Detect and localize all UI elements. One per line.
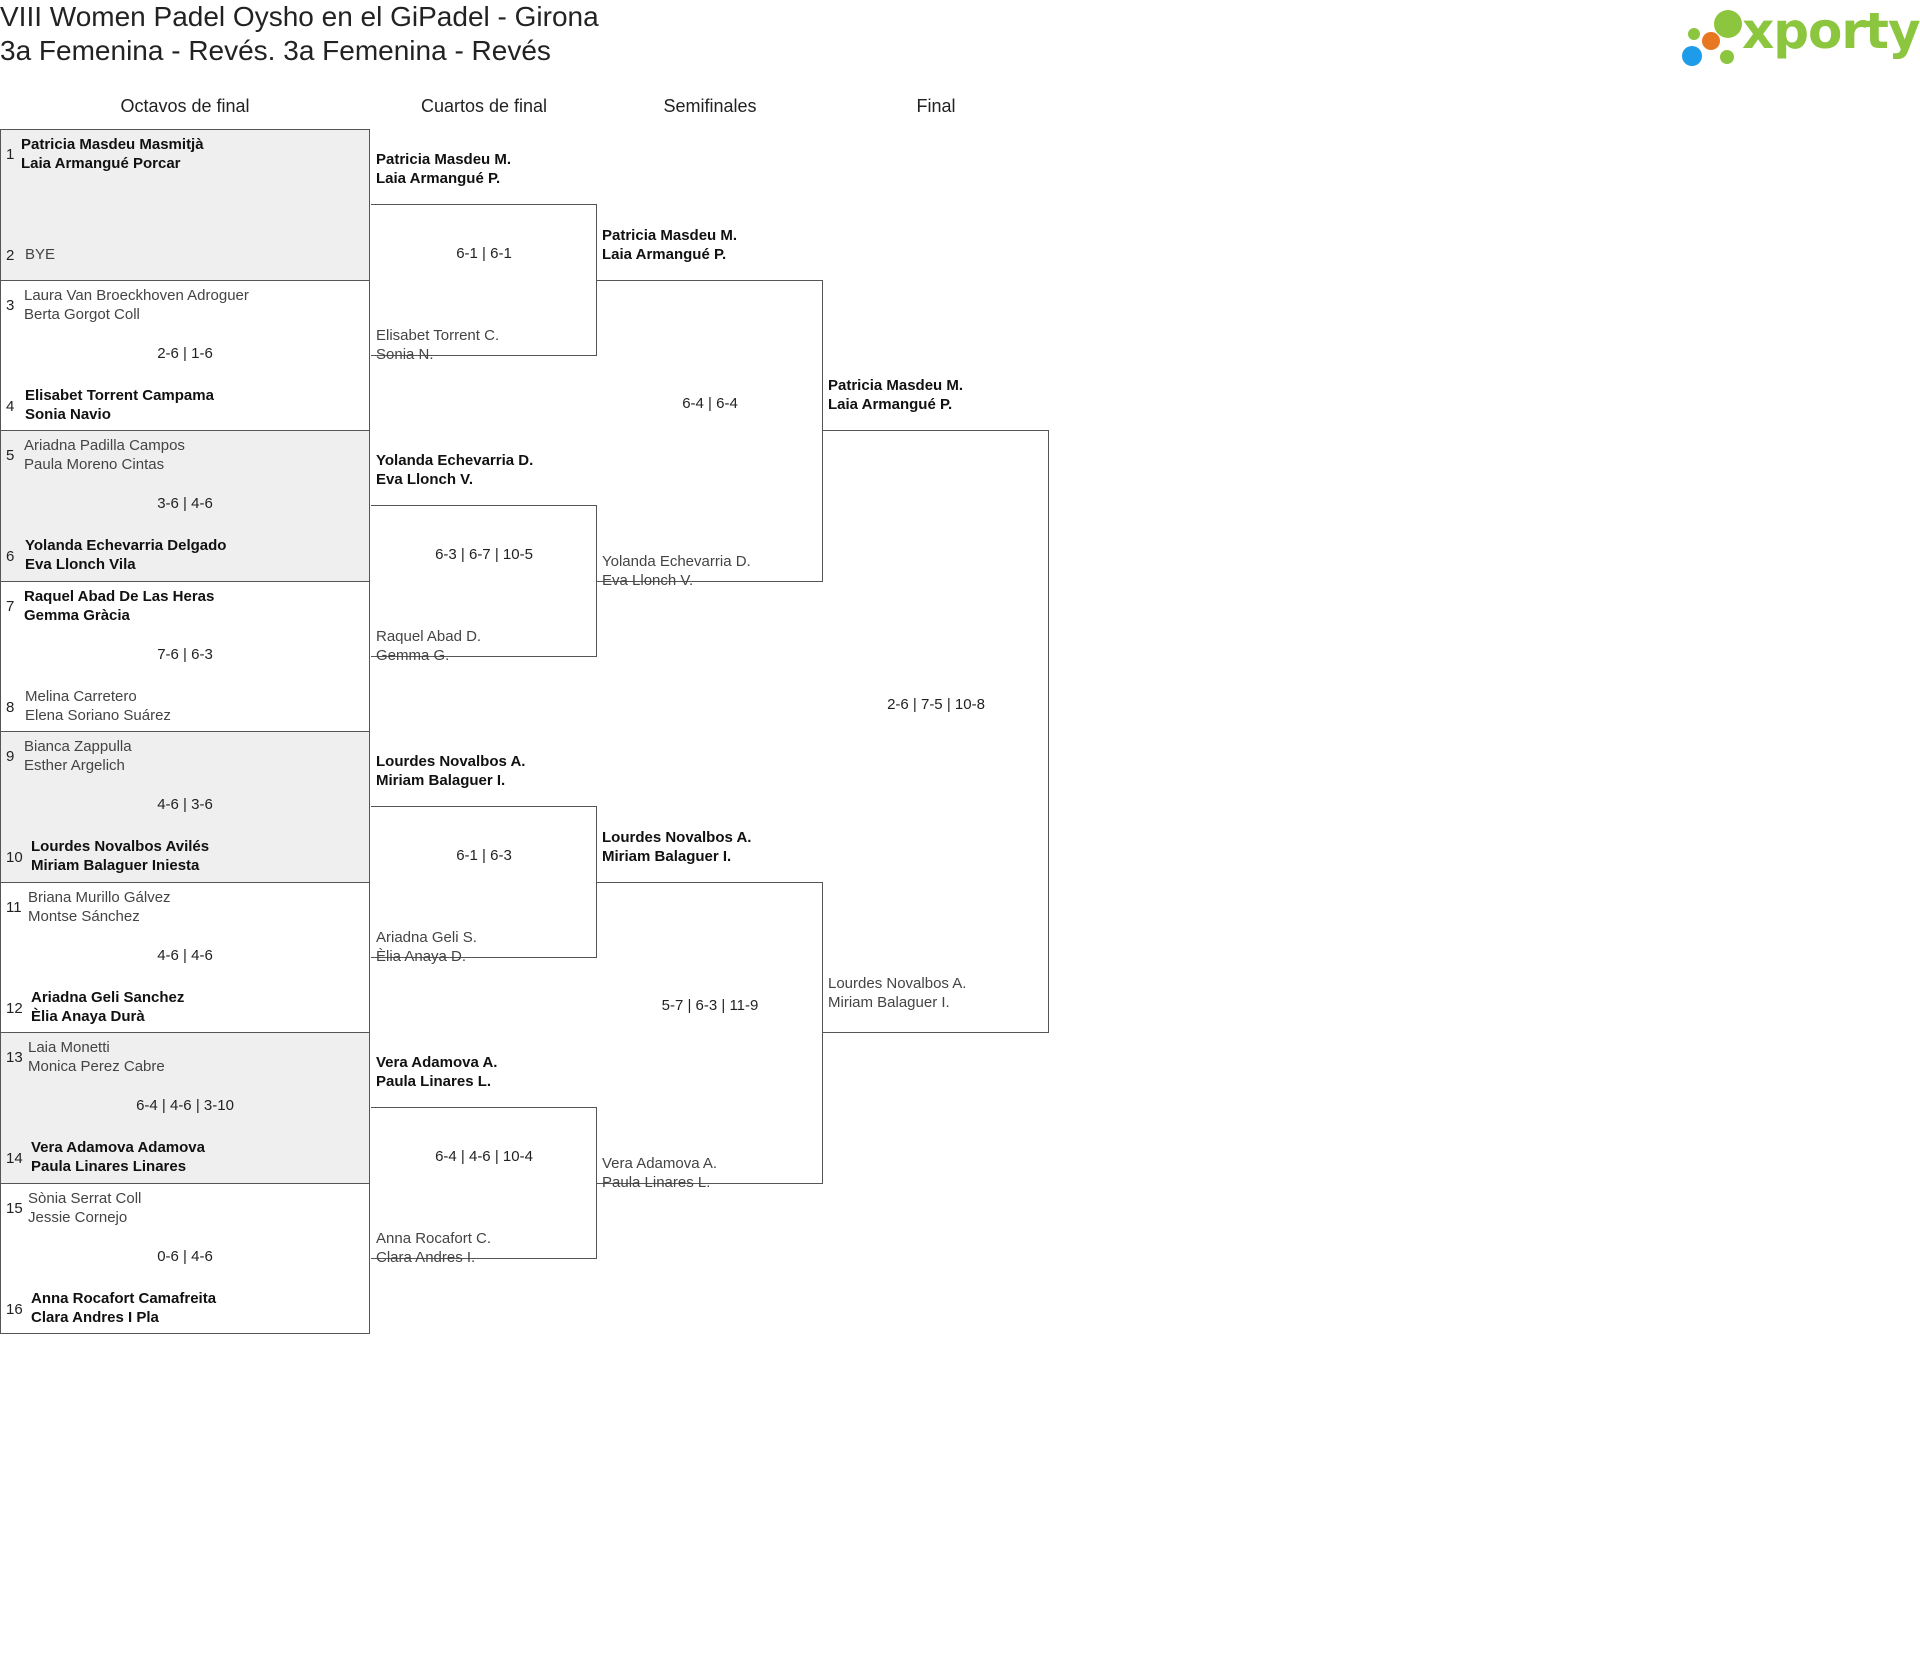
- semis-team-a-player-1: Lourdes Novalbos A.: [602, 828, 752, 846]
- team-a-player-2: Montse Sánchez: [28, 907, 140, 925]
- seed-number: 3: [6, 296, 15, 314]
- team-a-player-2: Monica Perez Cabre: [28, 1058, 165, 1075]
- cuartos-score: 6-4 | 4-6 | 10-4: [435, 1147, 533, 1165]
- team-a-player-1: Briana Murillo Gálvez: [28, 888, 171, 906]
- team-b-player-2: Sonia Navio: [25, 405, 111, 423]
- cuartos-team-a-player-1: Lourdes Novalbos A.: [376, 753, 526, 771]
- semis-team-b-player-1: Yolanda Echevarria D.: [602, 552, 751, 570]
- semis-team-a-player-2: Laia Armangué P.: [602, 245, 727, 263]
- team-a-player-1: Patricia Masdeu Masmitjà: [21, 136, 204, 153]
- semis-score: 5-7 | 6-3 | 11-9: [661, 997, 759, 1014]
- seed-number: 6: [6, 548, 15, 565]
- team-b-player-1: BYE: [25, 246, 56, 263]
- cuartos-score: 6-1 | 6-3: [456, 846, 512, 864]
- team-a-player-1: Ariadna Padilla Campos: [24, 437, 185, 454]
- cuartos-team-a-player-2: Paula Linares L.: [376, 1073, 492, 1091]
- match-score: 3-6 | 4-6: [157, 495, 213, 512]
- team-b-player-1: Yolanda Echevarria Delgado: [25, 537, 227, 554]
- seed-number: 5: [6, 447, 15, 464]
- cuartos-team-b-player-2: Sonia N.: [376, 345, 434, 363]
- seed-number: 1: [6, 146, 15, 163]
- team-b-player-2: Èlia Anaya Durà: [31, 1007, 145, 1025]
- logo-dot-green-small: [1688, 28, 1700, 40]
- team-b-player-2: Miriam Balaguer Iniesta: [31, 857, 200, 874]
- semis-connector: [597, 280, 823, 582]
- seed-number: 12: [6, 999, 23, 1017]
- team-a-player-2: Paula Moreno Cintas: [24, 456, 165, 473]
- team-a-player-2: Berta Gorgot Coll: [24, 305, 140, 323]
- semis-connector: [597, 882, 823, 1184]
- cuartos-score: 6-3 | 6-7 | 10-5: [435, 545, 533, 563]
- cuartos-team-a-player-1: Patricia Masdeu M.: [376, 151, 512, 169]
- team-a-player-1: Laura Van Broeckhoven Adroguer: [24, 286, 249, 304]
- cuartos-score: 6-1 | 6-1: [456, 244, 512, 262]
- seed-number: 13: [6, 1049, 23, 1066]
- cuartos-team-b-player-2: Clara Andres I.: [376, 1248, 476, 1266]
- cuartos-team-a-player-2: Laia Armangué P.: [376, 170, 501, 188]
- team-a-player-1: Sònia Serrat Coll: [28, 1189, 142, 1207]
- match-score: 2-6 | 1-6: [157, 344, 213, 362]
- xporty-logo: [1680, 2, 1920, 68]
- team-b-player-1: Elisabet Torrent Campama: [25, 386, 214, 404]
- team-b-player-2: Eva Llonch Vila: [25, 556, 136, 573]
- cuartos-team-a-player-2: Eva Llonch V.: [376, 471, 473, 489]
- cuartos-team-b-player-1: Ariadna Geli S.: [376, 928, 477, 946]
- team-b-player-2: Clara Andres I Pla: [31, 1308, 159, 1326]
- seed-number: 14: [6, 1150, 23, 1167]
- seed-number: 9: [6, 748, 15, 765]
- logo-dot-green-tiny: [1720, 50, 1734, 64]
- team-a-player-1: Raquel Abad De Las Heras: [24, 587, 215, 605]
- team-a-player-1: Laia Monetti: [28, 1039, 110, 1056]
- match-score: 0-6 | 4-6: [157, 1247, 213, 1265]
- final-team-a-player-1: Patricia Masdeu M.: [828, 377, 964, 394]
- team-a-player-2: Jessie Cornejo: [28, 1208, 128, 1226]
- tournament-title: VIII Women Padel Oysho en el GiPadel - Girona: [0, 1, 599, 32]
- match-score: 7-6 | 6-3: [157, 645, 213, 663]
- cuartos-team-b-player-2: Èlia Anaya D.: [376, 947, 467, 965]
- seed-number: 11: [6, 898, 22, 916]
- team-b-player-2: Elena Soriano Suárez: [25, 706, 171, 724]
- category-title: 3a Femenina - Revés. 3a Femenina - Revés: [0, 35, 551, 66]
- final-connector: [823, 430, 1049, 1033]
- final-team-b-player-2: Miriam Balaguer I.: [828, 994, 950, 1011]
- cuartos-team-b-player-1: Elisabet Torrent C.: [376, 326, 500, 344]
- semis-score: 6-4 | 6-4: [682, 395, 738, 412]
- team-a-player-2: Gemma Gràcia: [24, 606, 130, 624]
- semis-team-b-player-2: Paula Linares L.: [602, 1173, 711, 1191]
- final-team-a-player-2: Laia Armangué P.: [828, 396, 953, 413]
- cuartos-team-b-player-1: Anna Rocafort C.: [376, 1229, 492, 1247]
- seed-number: 4: [6, 397, 15, 415]
- team-b-player-1: Ariadna Geli Sanchez: [31, 988, 185, 1006]
- logo-dot-orange: [1702, 32, 1720, 50]
- match-score: 4-6 | 4-6: [157, 946, 213, 964]
- seed-number: 10: [6, 849, 23, 866]
- round-header-semis: Semifinales: [663, 96, 757, 116]
- final-team-b-player-1: Lourdes Novalbos A.: [828, 975, 967, 992]
- match-score: 6-4 | 4-6 | 3-10: [136, 1097, 234, 1114]
- seed-number: 8: [6, 698, 15, 716]
- round-header-octavos: Octavos de final: [120, 96, 250, 116]
- seed-number: 16: [6, 1300, 23, 1318]
- team-b-player-2: Paula Linares Linares: [31, 1158, 187, 1175]
- logo-dot-blue: [1682, 46, 1702, 66]
- cuartos-team-a-player-1: Vera Adamova A.: [376, 1054, 498, 1072]
- team-a-player-1: Bianca Zappulla: [24, 738, 132, 755]
- semis-team-a-player-1: Patricia Masdeu M.: [602, 226, 738, 244]
- team-a-player-2: Laia Armangué Porcar: [21, 155, 181, 172]
- seed-number: 2: [6, 247, 15, 264]
- cuartos-team-b-player-2: Gemma G.: [376, 646, 450, 664]
- cuartos-team-b-player-1: Raquel Abad D.: [376, 627, 482, 645]
- logo-text: xporty: [1742, 2, 1920, 60]
- match-score: 4-6 | 3-6: [157, 796, 213, 813]
- semis-team-b-player-1: Vera Adamova A.: [602, 1154, 718, 1172]
- team-b-player-1: Lourdes Novalbos Avilés: [31, 838, 210, 855]
- round-header-final: Final: [916, 96, 956, 116]
- team-b-player-1: Vera Adamova Adamova: [31, 1139, 205, 1156]
- final-score: 2-6 | 7-5 | 10-8: [887, 696, 985, 713]
- team-b-player-1: Anna Rocafort Camafreita: [31, 1289, 217, 1307]
- round-header-cuartos: Cuartos de final: [420, 96, 548, 116]
- team-b-player-1: Melina Carretero: [25, 687, 137, 705]
- semis-team-b-player-2: Eva Llonch V.: [602, 571, 694, 589]
- team-a-player-2: Esther Argelich: [24, 757, 125, 774]
- cuartos-team-a-player-2: Miriam Balaguer I.: [376, 772, 506, 790]
- seed-number: 7: [6, 597, 15, 615]
- logo-dot-green: [1714, 10, 1742, 38]
- semis-team-a-player-2: Miriam Balaguer I.: [602, 847, 732, 865]
- seed-number: 15: [6, 1199, 23, 1217]
- cuartos-team-a-player-1: Yolanda Echevarria D.: [376, 452, 534, 470]
